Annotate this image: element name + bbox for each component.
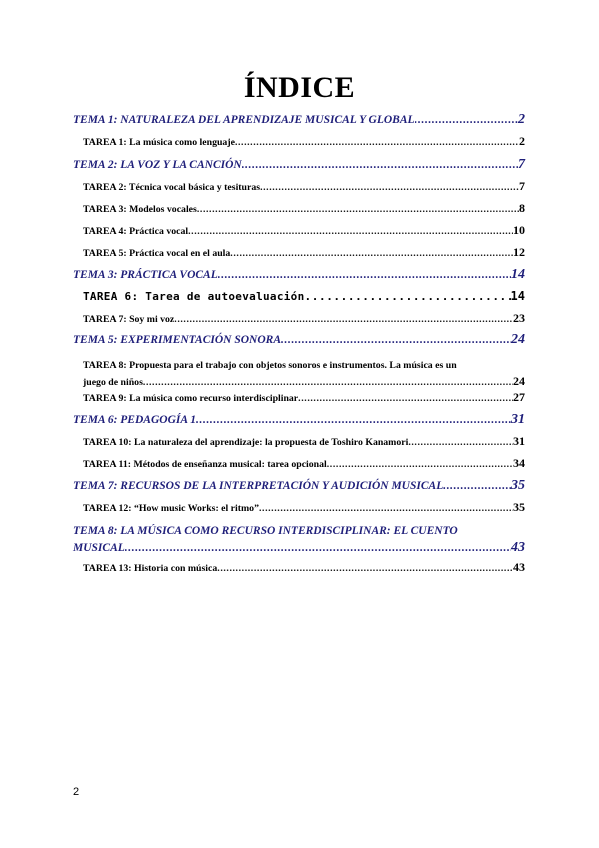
toc-entry-tarea-5[interactable] (73, 245, 525, 267)
toc-entry-tarea-3[interactable] (73, 201, 525, 223)
toc-entry-label: TEMA 5: EXPERIMENTACIÓN SONORA (73, 334, 282, 346)
toc-entry-tarea-8[interactable] (73, 354, 525, 390)
table-of-contents (73, 112, 525, 582)
leader-dots (259, 503, 513, 514)
leader-dots (408, 437, 513, 448)
leader-dots (242, 159, 518, 171)
toc-entry-tarea-13[interactable] (73, 560, 525, 582)
toc-entry-page: 34 (513, 456, 525, 470)
toc-entry-label: TAREA 11: Métodos de enseñanza musical: tarea opcional (83, 459, 327, 470)
toc-entry-page: 43 (513, 560, 525, 574)
leader-dots (298, 393, 513, 404)
toc-entry-label: TAREA 7: Soy mi voz (83, 314, 175, 325)
toc-entry-tema-6[interactable] (73, 412, 525, 434)
toc-entry-label: TAREA 3: Modelos vocales (83, 204, 197, 215)
toc-entry-label: TAREA 4: Práctica vocal (83, 226, 189, 237)
leader-dots (125, 542, 511, 554)
page-title: ÍNDICE (243, 71, 356, 104)
leader-dots (281, 334, 511, 346)
toc-entry-label: TAREA 2: Técnica vocal básica y tesituras (83, 182, 261, 193)
leader-dots (327, 459, 513, 470)
toc-entry-label: TEMA 1: NATURALEZA DEL APRENDIZAJE MUSICAL Y GLOBAL (73, 114, 415, 126)
toc-entry-page: 23 (513, 311, 525, 325)
toc-entry-page: 12 (513, 245, 525, 259)
leader-dots (443, 480, 511, 492)
toc-entry-label: TAREA 5: Práctica vocal en el aula (83, 248, 231, 259)
toc-entry-line-2 (83, 374, 525, 390)
toc-entry-tarea-7[interactable] (73, 311, 525, 332)
toc-entry-page: 24 (511, 332, 525, 347)
toc-entry-tarea-10[interactable] (73, 434, 525, 456)
toc-entry-label-line-1: TAREA 8: Propuesta para el trabajo con objetos sonoros e instrumentos. La música es un (83, 360, 457, 371)
toc-entry-label: TEMA 2: LA VOZ Y LA CANCIÓN (73, 159, 242, 171)
toc-entry-line-2 (73, 540, 525, 560)
toc-entry-tarea-1[interactable] (73, 134, 525, 157)
leader-dots (188, 226, 513, 237)
leader-dots (260, 182, 519, 193)
toc-entry-page: 24 (513, 374, 525, 388)
leader-dots (305, 290, 511, 303)
toc-entry-page: 35 (513, 500, 525, 514)
toc-entry-label-line-2: MUSICAL (73, 542, 125, 554)
toc-entry-label: TAREA 1: La música como lenguaje (83, 137, 235, 148)
toc-entry-page: 7 (519, 179, 525, 193)
toc-entry-tarea-2[interactable] (73, 179, 525, 201)
leader-dots (143, 377, 513, 388)
toc-entry-tarea-6[interactable] (73, 289, 525, 311)
toc-entry-tarea-4[interactable] (73, 223, 525, 245)
toc-entry-tema-1[interactable] (73, 112, 525, 134)
leader-dots (174, 314, 513, 325)
toc-entry-tema-3[interactable] (73, 267, 525, 289)
toc-entry-page: 14 (510, 289, 525, 303)
toc-entry-page: 35 (511, 478, 525, 493)
leader-dots (217, 563, 513, 574)
leader-dots (197, 204, 519, 215)
toc-entry-tarea-9[interactable] (73, 390, 525, 412)
toc-entry-page: 10 (513, 223, 525, 237)
toc-entry-tarea-11[interactable] (73, 456, 525, 478)
toc-entry-label: TEMA 6: PEDAGOGÍA 1 (73, 414, 197, 426)
leader-dots (415, 114, 518, 126)
toc-entry-tema-8[interactable] (73, 522, 525, 560)
toc-entry-tema-5[interactable] (73, 332, 525, 354)
toc-entry-label: TAREA 12: “How music Works: el ritmo” (83, 503, 259, 514)
toc-entry-label: TAREA 10: La naturaleza del aprendizaje: la propuesta de Toshiro Kanamori (83, 437, 409, 448)
leader-dots (218, 269, 511, 281)
toc-entry-label: TAREA 6: Tarea de autoevaluación (83, 290, 305, 303)
toc-entry-label: TEMA 3: PRÁCTICA VOCAL (73, 269, 218, 281)
toc-entry-page: 43 (511, 540, 525, 555)
toc-entry-label: TAREA 13: Historia con música (83, 563, 218, 574)
toc-entry-page: 7 (518, 157, 525, 172)
toc-entry-label-line-1: TEMA 8: LA MÚSICA COMO RECURSO INTERDISCIPLINAR: EL CUENTO (73, 525, 458, 537)
leader-dots (235, 137, 519, 148)
toc-entry-page: 31 (511, 412, 525, 427)
toc-entry-page: 2 (519, 134, 525, 148)
toc-entry-tema-7[interactable] (73, 478, 525, 500)
toc-entry-label: TAREA 9: La música como recurso interdisciplinar (83, 393, 299, 404)
toc-entry-tema-2[interactable] (73, 157, 525, 179)
toc-entry-page: 27 (513, 390, 525, 404)
leader-dots (230, 248, 513, 259)
leader-dots (196, 414, 511, 426)
page-number: 2 (73, 786, 80, 798)
toc-entry-tarea-12[interactable] (73, 500, 525, 522)
toc-entry-page: 2 (518, 112, 525, 127)
toc-entry-label-line-2: juego de niños (83, 377, 143, 388)
toc-entry-page: 31 (513, 434, 525, 448)
toc-entry-page: 14 (511, 267, 525, 282)
toc-entry-label: TEMA 7: RECURSOS DE LA INTERPRETACIÓN Y AUDICIÓN MUSICAL (73, 480, 444, 492)
toc-entry-page: 8 (519, 201, 525, 215)
